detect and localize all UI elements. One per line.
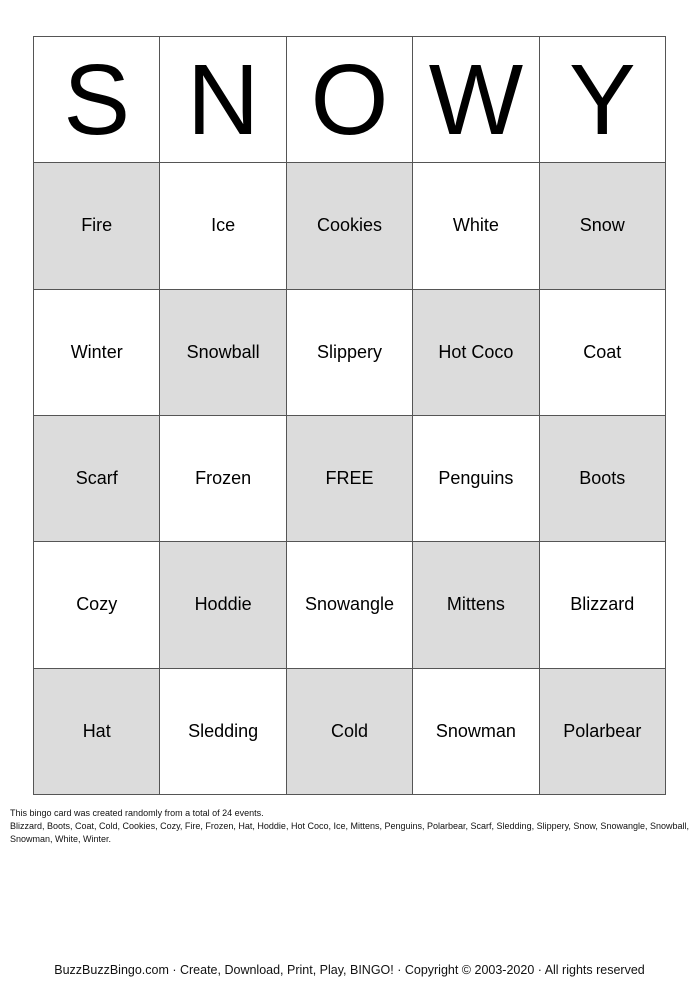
bingo-cell: Hat xyxy=(34,669,160,795)
bingo-cell: Hoddie xyxy=(160,542,286,668)
header-letter: O xyxy=(287,37,413,163)
free-space-cell: FREE xyxy=(287,416,413,542)
bingo-cell: Snow xyxy=(540,163,666,289)
bingo-cell: Polarbear xyxy=(540,669,666,795)
bingo-cell: Coat xyxy=(540,290,666,416)
bingo-cell: Penguins xyxy=(413,416,539,542)
bingo-cell: Sledding xyxy=(160,669,286,795)
header-letter: N xyxy=(160,37,286,163)
bingo-cell: White xyxy=(413,163,539,289)
bingo-cell: Winter xyxy=(34,290,160,416)
info-event-list: Blizzard, Boots, Coat, Cold, Cookies, Cozy, Fire, Frozen, Hat, Hoddie, Hot Coco, Ice, Mittens, Penguins, Polarbear, Scarf, Sledding, Slippery, Snow, Snowangle, Snowball, Snowman, White, Winter. xyxy=(10,821,689,844)
bingo-cell: Snowman xyxy=(413,669,539,795)
bingo-cell: Frozen xyxy=(160,416,286,542)
bingo-cell: Snowball xyxy=(160,290,286,416)
bingo-cell: Ice xyxy=(160,163,286,289)
bingo-cell: Slippery xyxy=(287,290,413,416)
header-letter: W xyxy=(413,37,539,163)
bingo-cell: Cold xyxy=(287,669,413,795)
bingo-cell: Snowangle xyxy=(287,542,413,668)
info-summary: This bingo card was created randomly from a total of 24 events. xyxy=(10,808,264,818)
bingo-cell: Fire xyxy=(34,163,160,289)
bingo-cell: Blizzard xyxy=(540,542,666,668)
card-info xyxy=(10,807,690,846)
bingo-cell: Scarf xyxy=(34,416,160,542)
header-letter: Y xyxy=(540,37,666,163)
footer-copyright: BuzzBuzzBingo.com · Create, Download, Print, Play, BINGO! · Copyright © 2003-2020 · All rights reserved xyxy=(54,963,645,977)
header-letter: S xyxy=(34,37,160,163)
bingo-cell: Hot Coco xyxy=(413,290,539,416)
bingo-cell: Mittens xyxy=(413,542,539,668)
bingo-cell: Cozy xyxy=(34,542,160,668)
bingo-card xyxy=(33,36,666,795)
bingo-cell: Boots xyxy=(540,416,666,542)
bingo-cell: Cookies xyxy=(287,163,413,289)
